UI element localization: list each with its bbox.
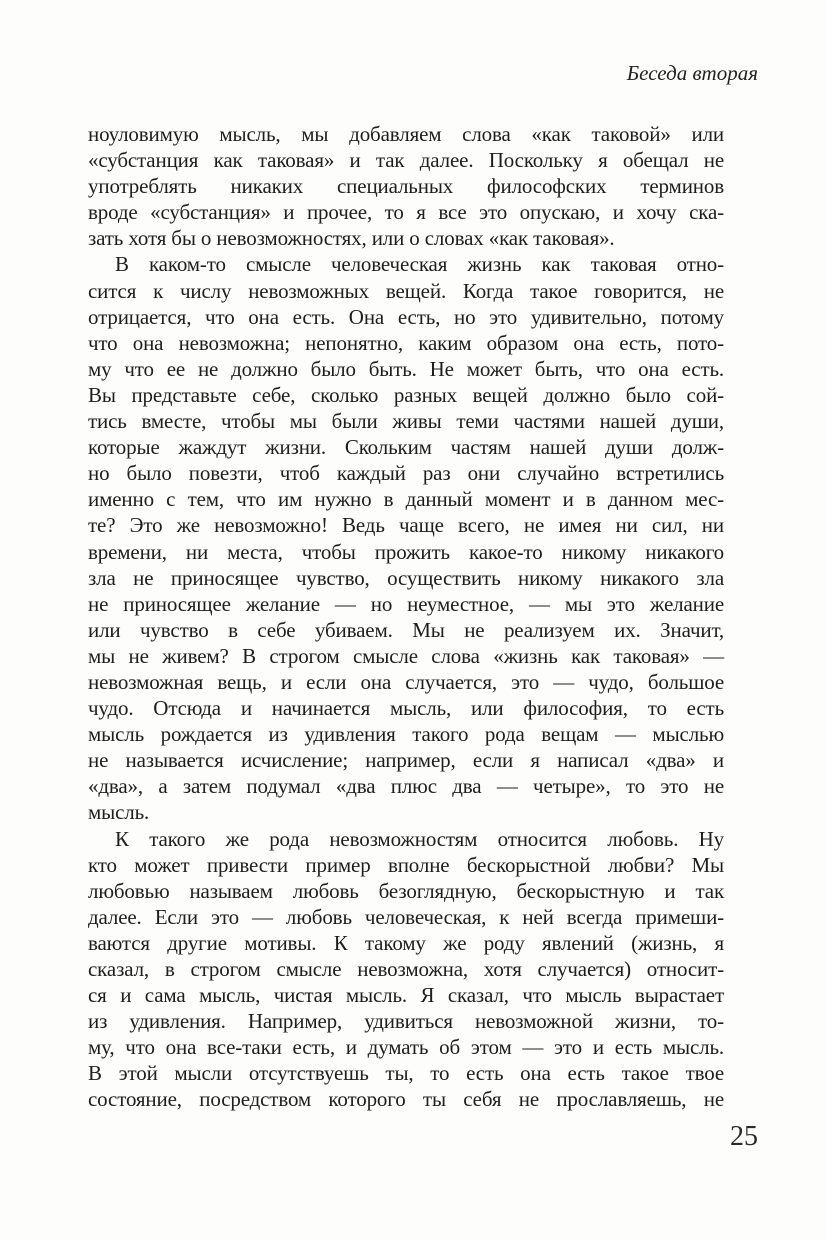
text-line: зла не приносящее чувство, осуществить никому никакого зла — [88, 565, 724, 590]
paragraph — [88, 826, 724, 1113]
text-line: му что ее не должно было быть. Не может быть, что она есть. — [88, 356, 724, 381]
text-line: ваются другие мотивы. К такому же роду явлений (жизнь, я — [88, 930, 724, 955]
running-head: Беседа вторая — [626, 61, 758, 85]
text-line: которые жаждут жизни. Скольким частям нашей души долж- — [88, 435, 724, 460]
text-line: состояние, посредством которого ты себя не прославляешь, не — [88, 1087, 724, 1112]
paragraph — [88, 251, 724, 825]
text-line: мысль рождается из удивления такого рода вещам — мыслью — [88, 722, 724, 747]
text-line: ся и сама мысль, чистая мысль. Я сказал, что мысль вырастает — [88, 983, 724, 1008]
text-line: не приносящее желание — но неуместное, — мы это желание — [88, 591, 724, 616]
text-line: но было повезти, чтоб каждый раз они случайно встретились — [88, 461, 724, 486]
text-line: любовью называем любовь безоглядную, бескорыстную и так — [88, 878, 724, 903]
paragraph — [88, 121, 724, 251]
text-line: или чувство в себе убиваем. Мы не реализуем их. Значит, — [88, 617, 724, 642]
text-line: мысль. — [88, 800, 150, 825]
text-line: зать хотя бы о невозможностях, или о словах «как таковая». — [88, 226, 615, 251]
text-line: что она невозможна; непонятно, каким образом она есть, пото- — [88, 330, 724, 355]
text-block — [88, 121, 724, 1113]
text-line: ноуловимую мысль, мы добавляем слова «как таковой» или — [88, 122, 724, 146]
text-line: отрицается, что она есть. Она есть, но это удивительно, потому — [88, 304, 724, 329]
text-line: невозможная вещь, и если она случается, это — чудо, большое — [88, 669, 724, 694]
text-line: му, что она все-таки есть, и думать об этом — это и есть мысль. — [88, 1035, 724, 1060]
page-number: 25 — [730, 1121, 758, 1152]
text-line: мы не живем? В строгом смысле слова «жизнь как таковая» — — [88, 643, 724, 668]
text-line: употреблять никаких специальных философских терминов — [88, 174, 724, 199]
text-line: из удивления. Например, удивиться невозможной жизни, то- — [88, 1009, 724, 1034]
text-line: сказал, в строгом смысле невозможна, хотя случается) относит- — [88, 957, 724, 981]
text-line: тись вместе, чтобы мы были живы теми частями нашей души, — [88, 409, 724, 434]
text-line: «субстанция как таковая» и так далее. Поскольку я обещал не — [88, 148, 724, 173]
text-line: Вы представьте себе, сколько разных вещей должно было сой- — [88, 382, 724, 407]
text-line: именно с тем, что им нужно в данный момент и в данном мес- — [88, 487, 724, 512]
text-line: сится к числу невозможных вещей. Когда такое говорится, не — [88, 278, 724, 303]
text-line: В каком-то смысле человеческая жизнь как таковая отно- — [115, 252, 724, 277]
text-line: чудо. Отсюда и начинается мысль, или философия, то есть — [88, 696, 724, 721]
text-line: В этой мысли отсутствуешь ты, то есть она есть такое твое — [88, 1061, 724, 1086]
text-line: не называется исчисление; например, если я написал «два» и — [88, 748, 724, 773]
text-line: времени, ни места, чтобы прожить какое-то никому никакого — [88, 539, 724, 564]
text-line: те? Это же невозможно! Ведь чаще всего, не имея ни сил, ни — [88, 513, 724, 538]
text-line: «два», а затем подумал «два плюс два — четыре», то это не — [88, 774, 724, 799]
text-line: вроде «субстанция» и прочее, то я все это опускаю, и хочу ска- — [88, 200, 724, 225]
text-line: К такого же рода невозможностям относится любовь. Ну — [115, 826, 724, 851]
text-line: кто может привести пример вполне бескорыстной любви? Мы — [88, 852, 724, 877]
text-line: далее. Если это — любовь человеческая, к ней всегда примеши- — [88, 904, 724, 929]
